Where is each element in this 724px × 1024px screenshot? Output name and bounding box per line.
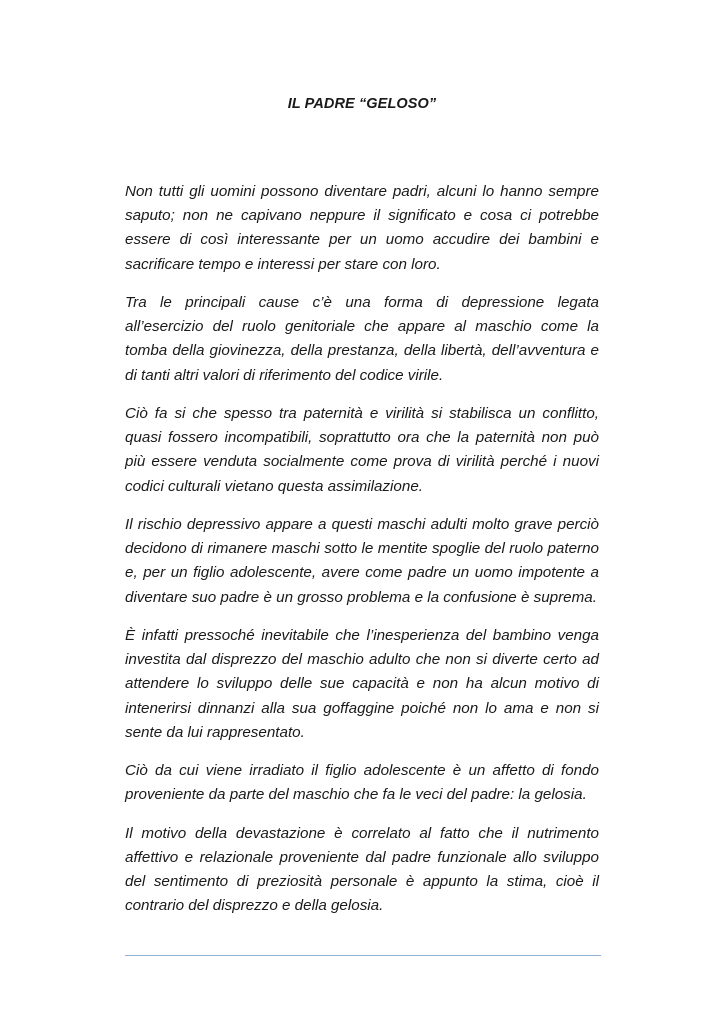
paragraph-2: Tra le principali cause c’è una forma di depressione legata all’esercizio del ruolo genitoriale che appare al maschio come la tomba della giovinezza, della prestanza, della libertà, dell’avventura e di tanti altri valori di riferimento del codice virile. <box>125 294 599 384</box>
document-title: IL PADRE “GELOSO” <box>287 96 437 112</box>
paragraph-3: Ciò fa si che spesso tra paternità e virilità si stabilisca un conflitto, quasi fossero incompatibili, soprattutto ora che la paternità non può più essere venduta socialmente come prova di virilità perché i nuovi codici culturali vietano questa assimilazione. <box>125 405 599 495</box>
paragraph-4: Il rischio depressivo appare a questi maschi adulti molto grave perciò decidono di rimanere maschi sotto le mentite spoglie del ruolo paterno e, per un figlio adolescente, avere come padre un uomo impotente a diventare suo padre è un grosso problema e la confusione è suprema. <box>125 516 599 606</box>
footer-rule <box>125 955 601 956</box>
paragraph-1: Non tutti gli uomini possono diventare padri, alcuni lo hanno sempre saputo; non ne capivano neppure il significato e cosa ci potrebbe essere di così interessante per un uomo accudire dei bambini e sacrificare tempo e interessi per stare con loro. <box>125 183 599 273</box>
paragraph-7: Il motivo della devastazione è correlato al fatto che il nutrimento affettivo e relazionale proveniente dal padre funzionale allo sviluppo del sentimento di preziosità personale è appunto la stima, cioè il contrario del disprezzo e della gelosia. <box>125 824 599 915</box>
document-body <box>125 180 599 933</box>
paragraph-5: È infatti pressoché inevitabile che l’inesperienza del bambino venga investita dal disprezzo del maschio adulto che non si diverte certo ad attendere lo sviluppo delle sue capacità e non ha alcun motivo di intenerirsi dinnanzi alla sua goffaggine poiché non lo ama e non si sente da lui rappresentato. <box>125 627 599 741</box>
paragraph-6: Ciò da cui viene irradiato il figlio adolescente è un affetto di fondo proveniente da parte del maschio che fa le veci del padre: la gelosia. <box>125 762 599 804</box>
